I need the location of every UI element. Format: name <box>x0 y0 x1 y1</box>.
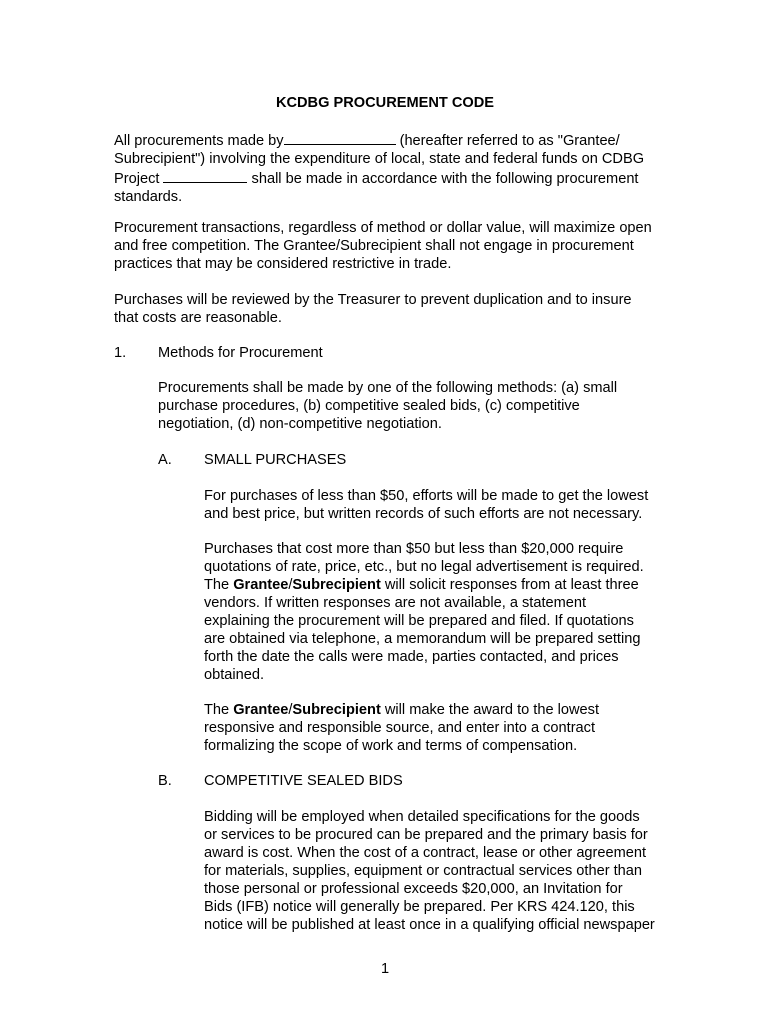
a-p3-line <box>204 701 664 719</box>
review-paragraph <box>114 291 674 327</box>
intro-paragraph <box>114 130 674 206</box>
a-p2-line: obtained. <box>204 667 265 683</box>
intro-line3-lead: Project <box>114 171 164 187</box>
a-p1-line: For purchases of less than $50, efforts will be made to get the lowest <box>204 488 649 504</box>
project-name-blank[interactable] <box>163 168 247 183</box>
a-p2-line <box>204 576 664 594</box>
intro-line3-tail: shall be made in accordance with the following procurement <box>247 171 639 187</box>
intro-line1-tail: (hereafter referred to as "Grantee/ <box>395 133 620 149</box>
subsection-letter: A. <box>158 452 172 468</box>
section1-line: Procurements shall be made by one of the following methods: (a) small <box>158 380 618 396</box>
section-1-heading <box>0 344 770 362</box>
section1-line: purchase procedures, (b) competitive sealed bids, (c) competitive <box>158 398 580 414</box>
para3-line: that costs are reasonable. <box>114 310 282 326</box>
a-p2-line: are obtained via telephone, a memorandum will be prepared setting <box>204 631 641 647</box>
subsection-a-heading <box>0 451 770 469</box>
b-line: for materials, supplies, equipment or contractual services other than <box>204 863 643 879</box>
b-line: or services to be procured can be prepared and the primary basis for <box>204 827 648 843</box>
b-line: notice will be published at least once in a qualifying official newspaper <box>204 917 655 933</box>
para3-line: Purchases will be reviewed by the Treasurer to prevent duplication and to insure <box>114 292 632 308</box>
a-p2-pre: The <box>204 577 234 593</box>
subsection-heading: SMALL PURCHASES <box>204 452 347 468</box>
grantee-bold: Grantee <box>233 702 289 718</box>
a-p2-line: forth the date the calls were made, parties contacted, and prices <box>204 649 619 665</box>
a-p2-line: vendors. If written responses are not available, a statement <box>204 595 587 611</box>
intro-lead-text: All procurements made by <box>114 133 284 149</box>
section-number: 1. <box>114 345 127 361</box>
a-p3-pre: The <box>204 702 234 718</box>
para2-line: Procurement transactions, regardless of method or dollar value, will maximize open <box>114 220 652 236</box>
subsection-b-heading <box>0 772 770 790</box>
a-p3-post: will make the award to the lowest <box>380 702 600 718</box>
a-p2-line: Purchases that cost more than $50 but less than $20,000 require <box>204 541 624 557</box>
b-line: award is cost. When the cost of a contract, lease or other agreement <box>204 845 647 861</box>
subrecipient-bold: Subrecipient <box>292 702 381 718</box>
b-line: those personal or professional exceeds $20,000, an Invitation for <box>204 881 623 897</box>
a-p2-post: will solicit responses from at least three <box>380 577 639 593</box>
a-p2-line: quotations of rate, price, etc., but no legal advertisement is required. <box>204 559 644 575</box>
section-heading: Methods for Procurement <box>158 345 323 361</box>
grantee-name-blank[interactable] <box>284 130 396 145</box>
small-purchase-paragraph-2 <box>204 540 664 684</box>
intro-line-4: standards. <box>114 189 183 205</box>
para2-line: and free competition. The Grantee/Subrecipient shall not engage in procurement <box>114 238 634 254</box>
intro-line-3 <box>114 168 674 188</box>
section-1-body <box>158 379 638 433</box>
intro-line-1 <box>114 130 674 150</box>
section1-line: negotiation, (d) non-competitive negotiation. <box>158 416 442 432</box>
slash: / <box>288 577 293 593</box>
slash: / <box>288 702 293 718</box>
a-p3-line: formalizing the scope of work and terms of compensation. <box>204 738 578 754</box>
sealed-bids-paragraph <box>204 808 664 934</box>
small-purchase-paragraph-1 <box>204 487 664 523</box>
grantee-bold: Grantee <box>233 577 289 593</box>
b-line: Bids (IFB) notice will generally be prepared. Per KRS 424.120, this <box>204 899 635 915</box>
subrecipient-bold: Subrecipient <box>292 577 381 593</box>
subsection-letter: B. <box>158 773 172 789</box>
document-title: KCDBG PROCUREMENT CODE <box>275 95 495 111</box>
b-line: Bidding will be employed when detailed specifications for the goods <box>204 809 640 825</box>
a-p2-line: explaining the procurement will be prepared and filed. If quotations <box>204 613 634 629</box>
page-number: 1 <box>380 961 390 977</box>
competition-paragraph <box>114 219 674 273</box>
small-purchase-paragraph-3 <box>204 701 664 755</box>
intro-line-2: Subrecipient") involving the expenditure of local, state and federal funds on CDBG <box>114 151 645 167</box>
subsection-heading: COMPETITIVE SEALED BIDS <box>204 773 403 789</box>
a-p1-line: and best price, but written records of such efforts are not necessary. <box>204 506 643 522</box>
para2-line: practices that may be considered restrictive in trade. <box>114 256 452 272</box>
a-p3-line: responsive and responsible source, and enter into a contract <box>204 720 596 736</box>
